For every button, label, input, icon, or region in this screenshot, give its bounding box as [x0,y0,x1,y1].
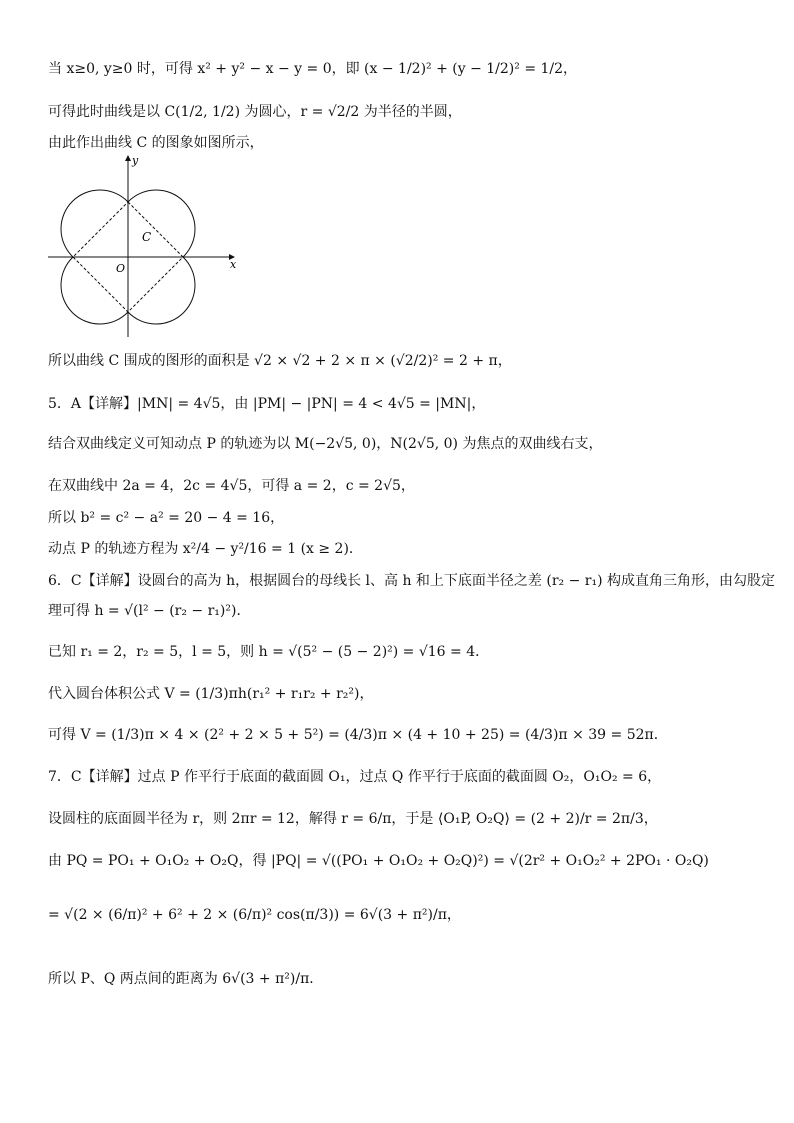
text-line-9: 动点 P 的轨迹方程为 x²/4 − y²/16 = 1 (x ≥ 2)． [48,541,363,557]
text-line-8: 所以 b² = c² − a² = 20 − 4 = 16， [48,510,285,526]
curve-svg [44,152,244,342]
text-line-19: 所以 P、Q 两点间的距离为 6√(3 + π²)/π． [48,971,324,987]
text-line-13: 代入圆台体积公式 V = (1/3)πh(r₁² + r₁r₂ + r₂²)， [48,686,374,702]
x-axis-label: x [230,258,237,271]
text-line-15: 7．C【详解】过点 P 作平行于底面的截面圆 O₁，过点 Q 作平行于底面的截面圆 O₂，O₁O₂ = 6， [48,769,662,785]
arc-q4 [128,257,195,324]
text-line-18: = √(2 × (6/π)² + 6² + 2 × (6/π)² cos(π/3)) = 6√(3 + π²)/π， [48,907,461,923]
origin-label: O [116,262,126,275]
arc-q2 [61,190,128,257]
text-line-1: 当 x≥0, y≥0 时，可得 x² + y² − x − y = 0，即 (x − 1/2)² + (y − 1/2)² = 1/2， [48,61,578,77]
text-line-7: 在双曲线中 2a = 4，2c = 4√5，可得 a = 2，c = 2√5， [48,478,415,494]
text-line-16: 设圆柱的底面圆半径为 r，则 2πr = 12，解得 r = 6/π，于是 ⟨O₁P, O₂Q⟩ = (2 + 2)/r = 2π/3， [48,811,658,827]
text-line-11: 理可得 h = √(l² − (r₂ − r₁)²)． [48,603,251,619]
text-line-3: 由此作出曲线 C 的图象如图所示， [48,135,264,151]
center-label: C [142,230,152,244]
text-line-5: 5．A【详解】|MN| = 4√5，由 |PM| − |PN| = 4 < 4√5 = |MN|， [48,396,486,412]
y-axis-label: y [132,154,139,167]
text-line-12: 已知 r₁ = 2，r₂ = 5，l = 5，则 h = √(5² − (5 − 2)²) = √16 = 4． [48,644,490,660]
text-line-17: 由 PQ = PO₁ + O₁O₂ + O₂Q，得 |PQ| = √((PO₁ + O₁O₂ + O₂Q)²) = √(2r² + O₁O₂² + 2PO₁ · O₂Q) [48,853,709,869]
text-line-14: 可得 V = (1/3)π × 4 × (2² + 2 × 5 + 5²) = (4/3)π × (4 + 10 + 25) = (4/3)π × 39 = 52π． [48,727,668,743]
text-line-4: 所以曲线 C 围成的图形的面积是 √2 × √2 + 2 × π × (√2/2)² = 2 + π， [48,353,512,369]
text-line-6: 结合双曲线定义可知动点 P 的轨迹为以 M(−2√5, 0)，N(2√5, 0) 为焦点的双曲线右支， [48,436,603,452]
text-line-10: 6．C【详解】设圆台的高为 h，根据圆台的母线长 l、高 h 和上下底面半径之差 (r₂ − r₁) 构成直角三角形，由勾股定 [48,573,775,589]
arc-q1 [128,190,195,257]
curve-figure [44,152,244,342]
text-line-2: 可得此时曲线是以 C(1/2, 1/2) 为圆心，r = √2/2 为半径的半圆， [48,104,462,120]
